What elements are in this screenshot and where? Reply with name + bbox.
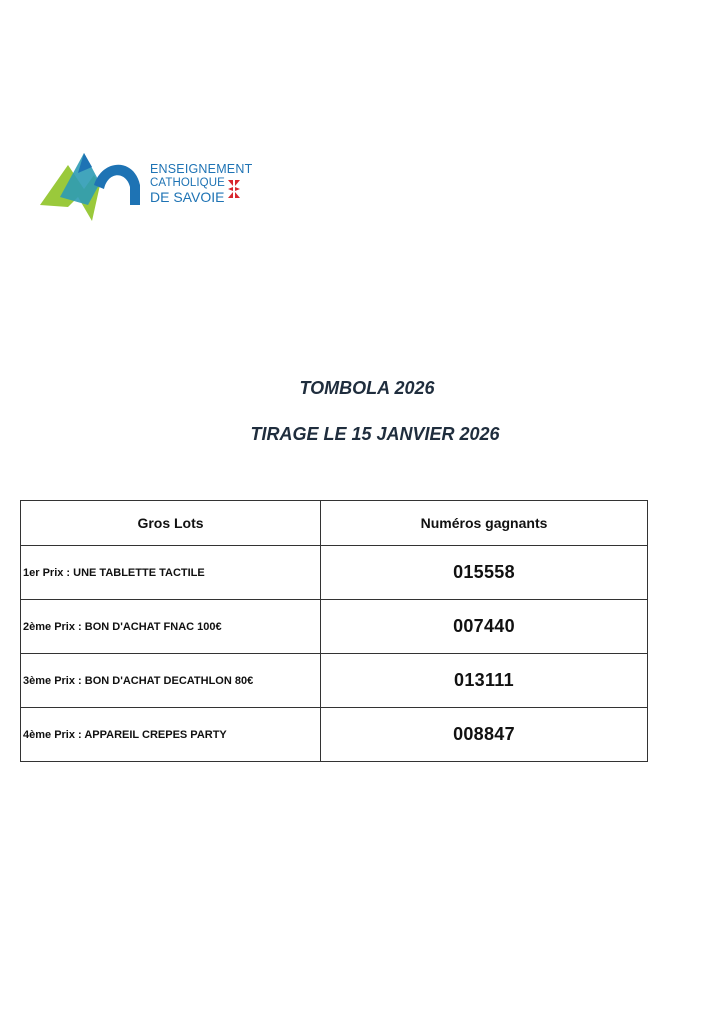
winning-number: 008847 xyxy=(321,708,648,762)
mountain-logo-icon xyxy=(38,145,148,225)
prize-label: 3ème Prix : BON D'ACHAT DECATHLON 80€ xyxy=(21,654,321,708)
logo-text-line3: DE SAVOIE xyxy=(150,189,225,205)
page-title: TOMBOLA 2026 xyxy=(299,378,435,398)
column-header-numbers: Numéros gagnants xyxy=(321,501,648,546)
winning-number: 013111 xyxy=(321,654,648,708)
draw-date-title: TIRAGE LE 15 JANVIER 2026 xyxy=(250,424,500,444)
column-header-prizes: Gros Lots xyxy=(21,501,321,546)
logo-text-line1: ENSEIGNEMENT xyxy=(150,161,253,177)
table-header-row xyxy=(21,501,648,546)
school-logo xyxy=(38,145,253,225)
table-row xyxy=(21,600,648,654)
winning-number: 015558 xyxy=(321,546,648,600)
prize-label: 4ème Prix : APPAREIL CREPES PARTY xyxy=(21,708,321,762)
winning-number: 007440 xyxy=(321,600,648,654)
table-row xyxy=(21,708,648,762)
winning-numbers-table xyxy=(20,500,648,762)
savoie-cross-icon xyxy=(227,179,241,199)
prize-label: 2ème Prix : BON D'ACHAT FNAC 100€ xyxy=(21,600,321,654)
logo-text-line2: CATHOLIQUE xyxy=(150,176,225,189)
table-row xyxy=(21,546,648,600)
table-row xyxy=(21,654,648,708)
prize-label: 1er Prix : UNE TABLETTE TACTILE xyxy=(21,546,321,600)
